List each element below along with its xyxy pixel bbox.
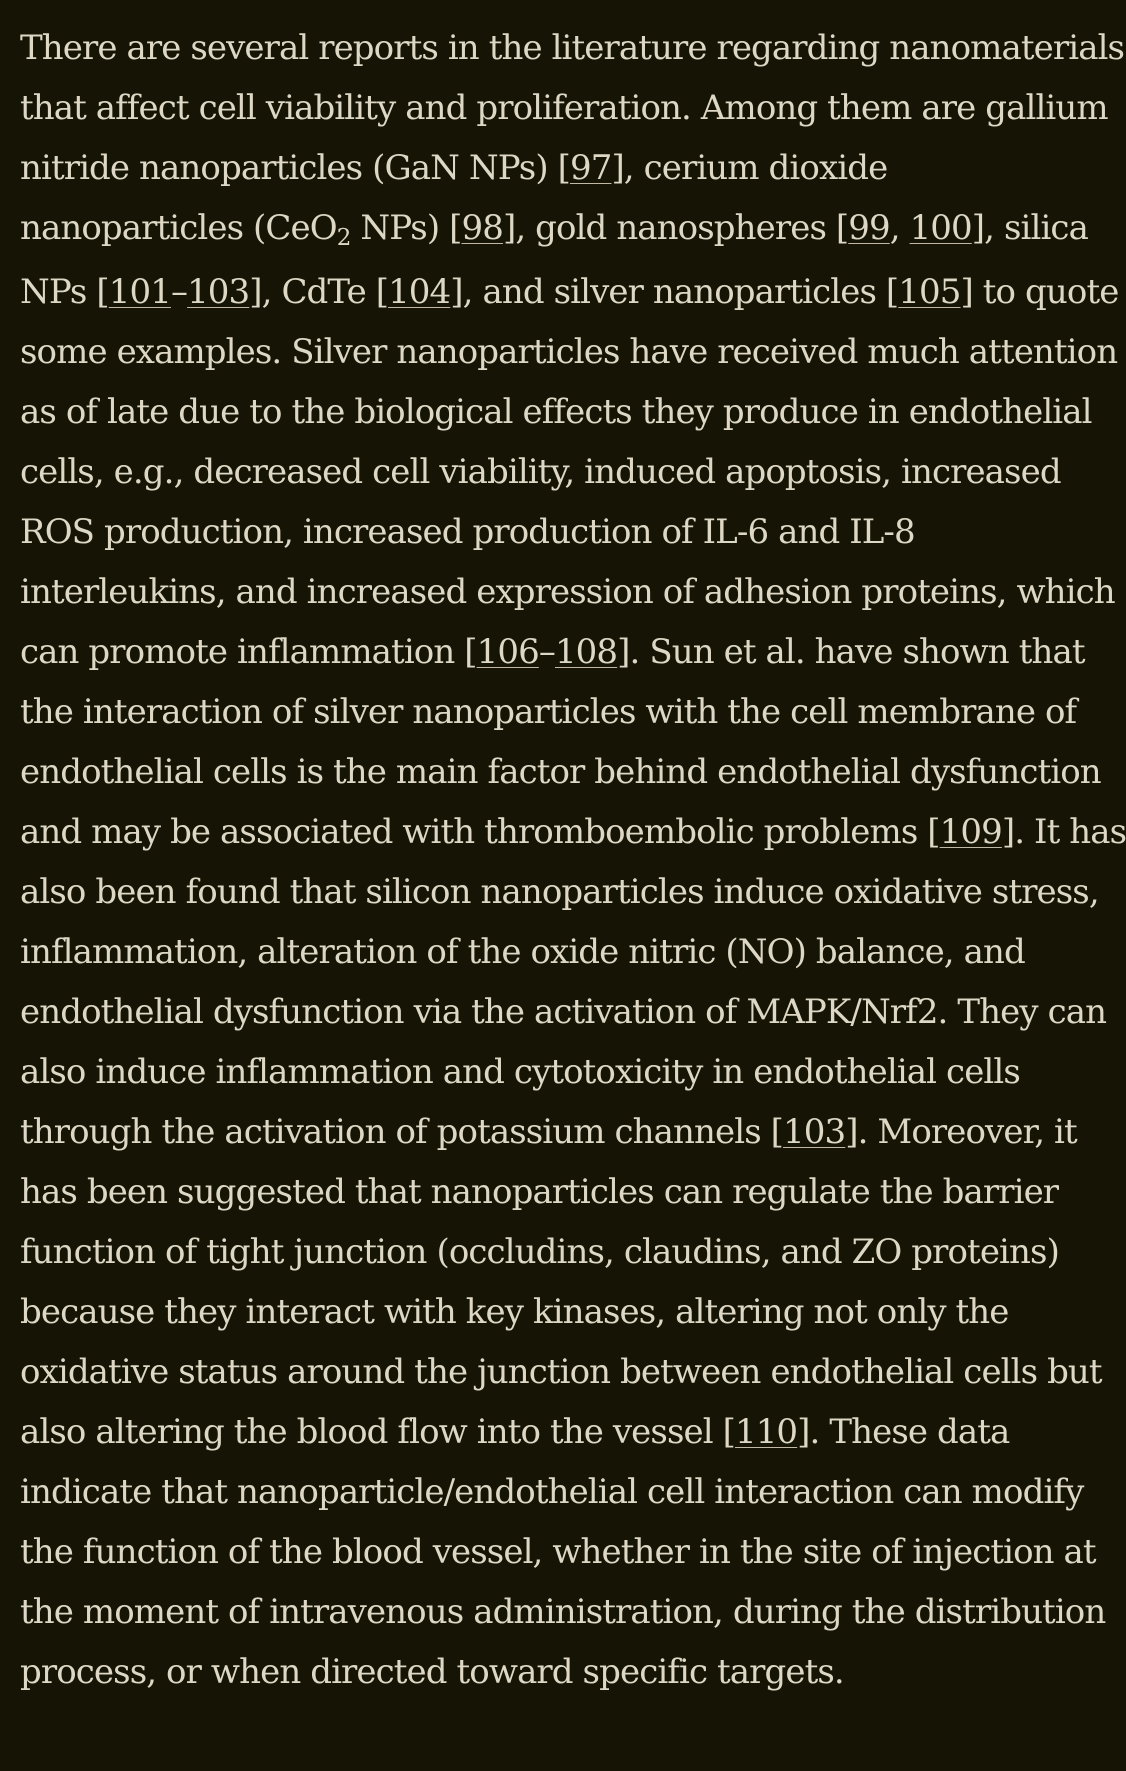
text-run: There are several reports in the literature regarding nanomaterials <box>20 28 1125 68</box>
text-line <box>20 1462 1107 1522</box>
citation-link-103[interactable]: 103 <box>187 272 250 312</box>
text-run: ]. These data <box>797 1412 1010 1452</box>
text-line <box>20 622 1107 682</box>
text-line <box>20 982 1107 1042</box>
text-run: , <box>889 208 910 248</box>
text-run: interleukins, and increased expression of adhesion proteins, which <box>20 572 1115 612</box>
text-run: and may be associated with thromboembolic problems [ <box>20 812 940 852</box>
text-run: nanoparticles (CeO <box>20 208 337 248</box>
citation-link-109[interactable]: 109 <box>939 812 1002 852</box>
text-line <box>20 742 1107 802</box>
text-line <box>20 1342 1107 1402</box>
text-line <box>20 262 1119 322</box>
text-line <box>20 1402 1107 1462</box>
text-run: the function of the blood vessel, whether in the site of injection at <box>20 1532 1096 1572</box>
text-run: ROS production, increased production of IL-6 and IL-8 <box>20 512 915 552</box>
citation-link-101[interactable]: 101 <box>108 272 171 312</box>
text-run: inflammation, alteration of the oxide nitric (NO) balance, and <box>20 932 1025 972</box>
text-line <box>20 802 1126 862</box>
text-run: cells, e.g., decreased cell viability, induced apoptosis, increased <box>20 452 1061 492</box>
text-run: has been suggested that nanoparticles can regulate the barrier <box>20 1172 1059 1212</box>
text-line <box>20 1042 1107 1102</box>
text-run: ], CdTe [ <box>249 272 389 312</box>
text-run: ], silica <box>971 208 1088 248</box>
text-run: NPs) [ <box>350 208 462 248</box>
text-run: the interaction of silver nanoparticles with the cell membrane of <box>20 692 1077 732</box>
citation-link-98[interactable]: 98 <box>461 208 503 248</box>
text-run: the moment of intravenous administration, during the distribution <box>20 1592 1106 1632</box>
text-line <box>20 1102 1107 1162</box>
text-run: nitride nanoparticles (GaN NPs) [ <box>20 148 570 188</box>
text-line <box>20 1582 1107 1642</box>
citation-link-108[interactable]: 108 <box>554 632 618 672</box>
text-run: ]. Moreover, it <box>845 1112 1077 1152</box>
text-line <box>20 682 1107 742</box>
text-run: also induce inflammation and cytotoxicity in endothelial cells <box>20 1052 1020 1092</box>
text-line <box>20 18 1125 78</box>
text-run: through the activation of potassium channels [ <box>20 1112 784 1152</box>
text-run: function of tight junction (occludins, claudins, and ZO proteins) <box>20 1232 1059 1272</box>
article-body <box>20 18 1126 1702</box>
citation-link-104[interactable]: 104 <box>388 272 451 312</box>
text-run: endothelial cells is the main factor behind endothelial dysfunction <box>20 752 1101 792</box>
text-line <box>20 562 1115 622</box>
text-line <box>20 442 1107 502</box>
text-line <box>20 1162 1107 1222</box>
text-run: some examples. Silver nanoparticles have received much attention <box>20 332 1118 372</box>
text-line <box>20 1642 1107 1702</box>
text-run: ], cerium dioxide <box>611 148 888 188</box>
text-run: ]. It has <box>1001 812 1126 852</box>
paragraph <box>20 18 1126 1702</box>
citation-link-99[interactable]: 99 <box>848 208 890 248</box>
text-line <box>20 382 1107 442</box>
text-line <box>20 78 1107 138</box>
citation-link-105[interactable]: 105 <box>898 272 961 312</box>
text-line <box>20 502 1107 562</box>
text-run: also altering the blood flow into the vessel [ <box>20 1412 735 1452</box>
citation-link-110[interactable]: 110 <box>734 1412 798 1452</box>
text-line <box>20 322 1118 382</box>
citation-link-106[interactable]: 106 <box>476 632 539 672</box>
text-line <box>20 862 1107 922</box>
text-line <box>20 1222 1107 1282</box>
citation-link-100[interactable]: 100 <box>909 208 972 248</box>
text-run: ]. Sun et al. have shown that <box>617 632 1085 672</box>
text-run: process, or when directed toward specific targets. <box>20 1652 844 1692</box>
text-run: can promote inflammation [ <box>20 632 477 672</box>
text-line <box>20 198 1107 262</box>
text-run: ], gold nanospheres [ <box>502 208 849 248</box>
text-line <box>20 1282 1107 1342</box>
subscript: 2 <box>336 225 351 251</box>
text-run: ] to quote <box>960 272 1119 312</box>
text-line <box>20 922 1107 982</box>
text-run: oxidative status around the junction between endothelial cells but <box>20 1352 1102 1392</box>
text-run: because they interact with key kinases, altering not only the <box>20 1292 1009 1332</box>
citation-link-103[interactable]: 103 <box>783 1112 846 1152</box>
text-run: as of late due to the biological effects they produce in endothelial <box>20 392 1092 432</box>
text-line <box>20 1522 1107 1582</box>
text-run: endothelial dysfunction via the activation of MAPK/Nrf2. They can <box>20 992 1107 1032</box>
text-run: – <box>170 272 188 312</box>
text-run: NPs [ <box>20 272 109 312</box>
text-run: ], and silver nanoparticles [ <box>450 272 899 312</box>
text-line <box>20 138 1107 198</box>
citation-link-97[interactable]: 97 <box>569 148 612 188</box>
text-run: also been found that silicon nanoparticles induce oxidative stress, <box>20 872 1099 912</box>
text-run: that affect cell viability and proliferation. Among them are gallium <box>20 88 1108 128</box>
text-run: indicate that nanoparticle/endothelial cell interaction can modify <box>20 1472 1084 1512</box>
text-run: – <box>538 632 555 672</box>
